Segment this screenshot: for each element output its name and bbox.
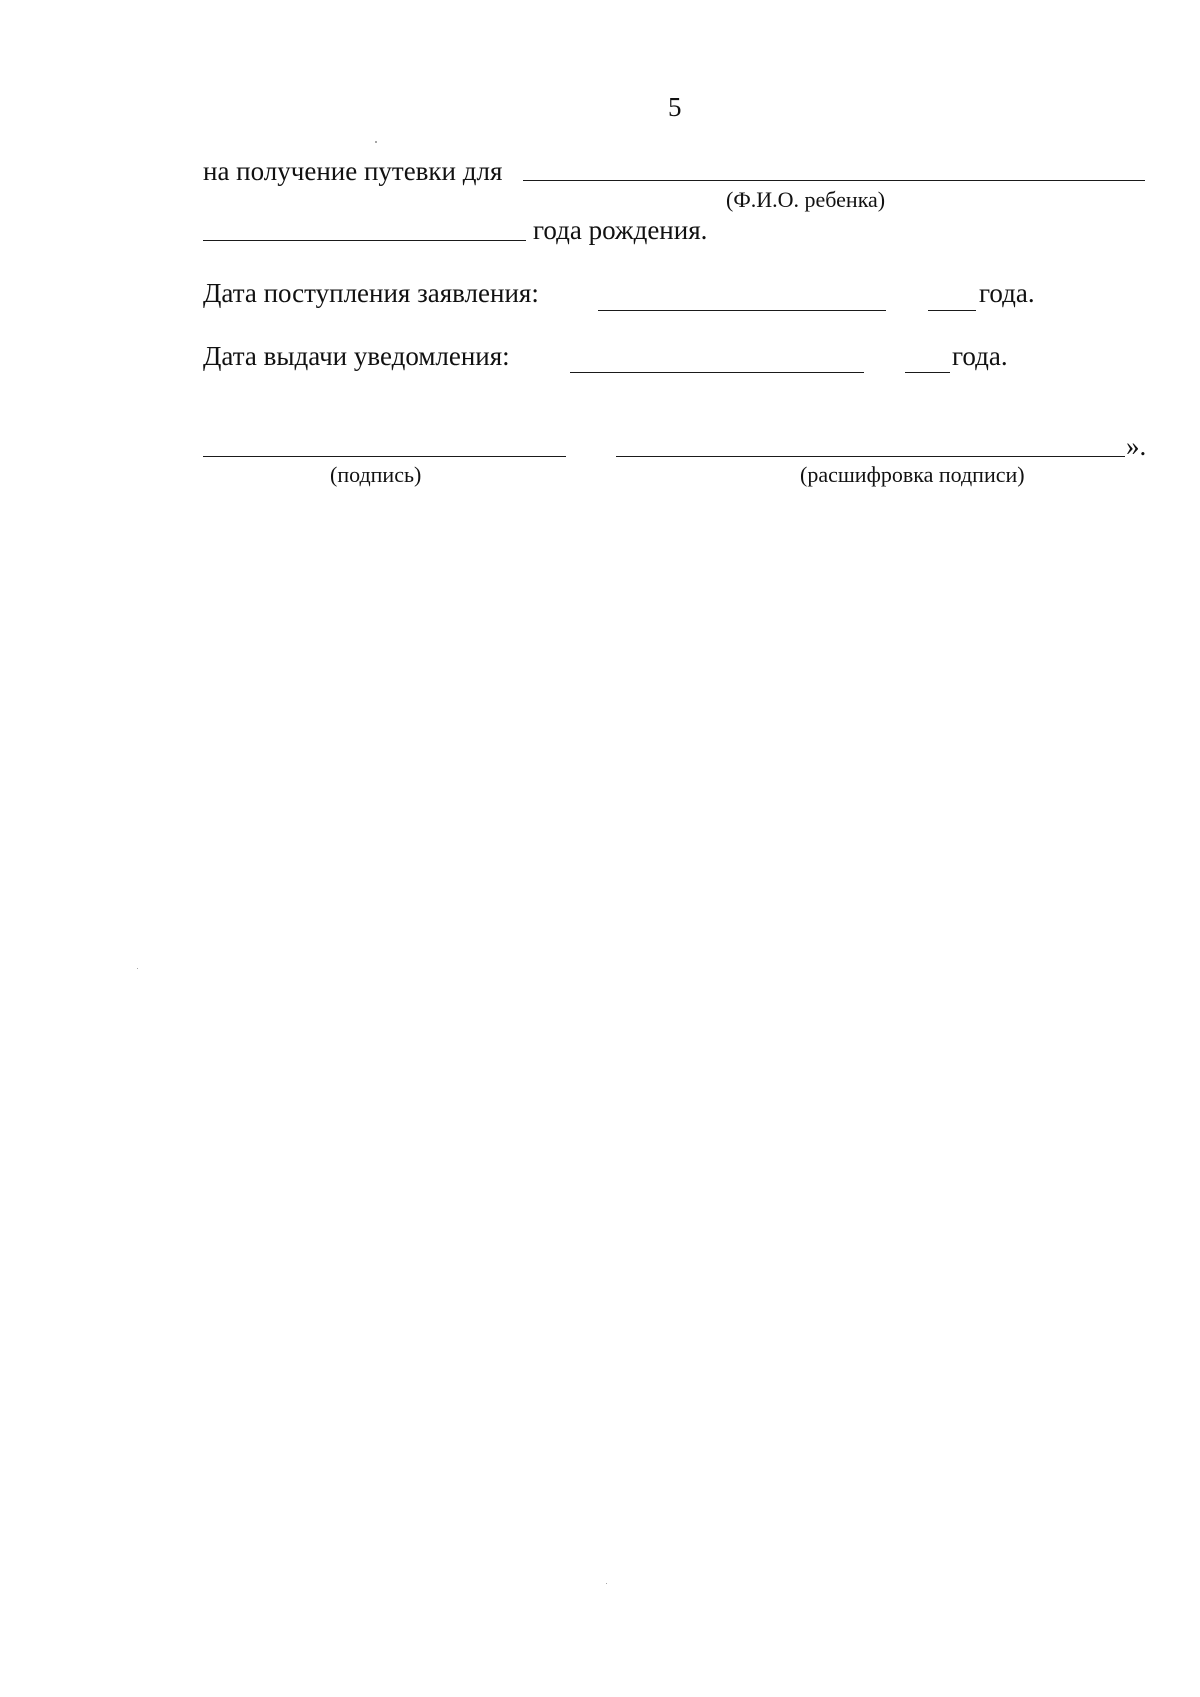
application-date-field-line[interactable] [598, 310, 886, 311]
scan-speck [137, 968, 138, 969]
notice-year-field-line[interactable] [905, 372, 950, 373]
notice-date-suffix-text: года. [952, 341, 1008, 371]
purpose-prefix-text: на получение путевки для [203, 156, 503, 186]
birth-year-suffix-text: года рождения. [533, 215, 708, 245]
scan-speck [375, 141, 377, 143]
signature-field-line[interactable] [203, 456, 566, 457]
closing-mark-text: ». [1126, 431, 1147, 461]
signature-decoding-field-line[interactable] [616, 456, 1125, 457]
page-number: 5 [668, 92, 682, 122]
signature-caption: (подпись) [330, 462, 422, 487]
application-date-suffix-text: года. [979, 278, 1035, 308]
notice-date-field-line[interactable] [570, 372, 864, 373]
application-date-label: Дата поступления заявления: [203, 278, 539, 308]
signature-decoding-caption: (расшифровка подписи) [800, 462, 1025, 487]
child-name-field-line[interactable] [523, 180, 1145, 181]
scan-speck [606, 1583, 607, 1584]
notice-date-label: Дата выдачи уведомления: [203, 341, 510, 371]
child-name-caption: (Ф.И.О. ребенка) [726, 187, 886, 212]
birth-year-field-line[interactable] [203, 240, 526, 241]
application-year-field-line[interactable] [928, 310, 976, 311]
